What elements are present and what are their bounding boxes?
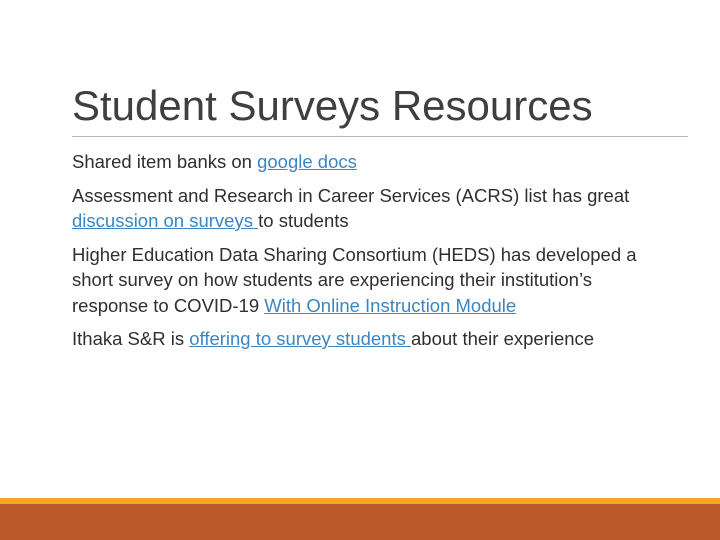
- ithaka-text-end: about their experience: [411, 328, 595, 349]
- heds-text: Higher Education Data Sharing Consortium (HEDS) has developed a short survey on how students are experiencing their institution’s response to COVID-19: [72, 243, 637, 316]
- bullet-item-heds: [72, 242, 672, 319]
- slide-body: [72, 149, 672, 360]
- bullet-item-ithaka: [72, 326, 672, 352]
- footer-accent-bar: [0, 504, 720, 540]
- bullet-item-item-banks: [72, 149, 672, 175]
- acrs-text-end: to students: [258, 210, 349, 231]
- online-instruction-module-link[interactable]: With Online Instruction Module: [264, 294, 517, 316]
- title-divider: [72, 136, 688, 137]
- offering-to-survey-link[interactable]: offering to survey students: [189, 328, 412, 349]
- google-docs-link[interactable]: google docs: [257, 151, 357, 172]
- discussion-on-surveys-link[interactable]: discussion on surveys: [72, 210, 259, 231]
- ithaka-text: Ithaka S&R is: [72, 328, 190, 349]
- slide-title: Student Surveys Resources: [72, 82, 593, 129]
- acrs-text: Assessment and Research in Career Services (ACRS) list has great: [72, 184, 630, 206]
- bullet-item-acrs: [72, 183, 672, 234]
- item-banks-text: Shared item banks on: [72, 151, 258, 172]
